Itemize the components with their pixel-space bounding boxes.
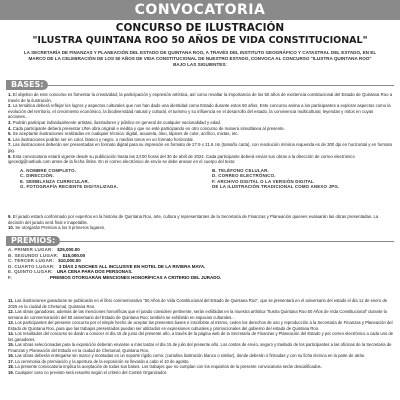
required-field: DE LA ILUSTRACIÓN TRADICIONAL COMO ANEXO JPG. <box>212 184 340 190</box>
bases-list-continued <box>8 214 394 231</box>
item-number: 12. <box>8 309 14 314</box>
item-number: 16. <box>8 353 14 358</box>
prizes-list <box>8 247 394 281</box>
prize-item <box>8 275 394 281</box>
prize-value: PREMIOS OTORGARÁN MENCIONES HONORÍFICAS A CRITERIO DEL JURADO. <box>50 274 222 280</box>
required-field: D. CORREO ELECTRÓNICO. <box>212 173 276 179</box>
item-text: Los resultados del concurso se darán a conocer el día 15 de junio del presente año, a través de la página web de la Secretaría de Finanzas y Planeación del Estado y por correo electrónico a cada uno de los ganadores. <box>8 331 394 342</box>
prize-place: F. <box>8 274 12 280</box>
prize-place: E. QUINTO LUGAR: <box>8 269 53 275</box>
prize-value: $15,000.00 <box>62 252 86 258</box>
list-item <box>8 309 394 320</box>
required-field: C. DIRECCIÓN. <box>20 173 55 179</box>
premios-rule <box>58 241 394 242</box>
item-number: 3. <box>8 119 12 125</box>
item-number: 2. <box>8 103 12 109</box>
item-number: 18. <box>8 364 14 369</box>
item-number: 5. <box>8 131 12 137</box>
convocatoria-banner <box>0 0 400 20</box>
prize-value: 3 DÍAS 2 NOCHES ALL INCLUSIVE EN HOTEL DE LA RIVIERA MAYA. <box>58 263 206 269</box>
item-text: Las obras deberán entregarse sin marco y montadas en un soporte rígido como: (cartulina ilustración blanco o similar), donde deberán ir firmadas y con su ficha técnica en la parte de atrás. <box>15 353 366 358</box>
bases-list <box>8 92 394 165</box>
item-text: La ceremonia de premiación y la apertura de la exposición se llevarán a cabo el 10 de agosto. <box>15 358 190 364</box>
required-field: G. FOTOGRAFÍA RECIENTE DIGITALIZADA. <box>20 184 119 190</box>
item-number: 9. <box>8 214 12 219</box>
list-item <box>8 331 394 342</box>
item-text: Cada participante deberá presentar UNA obra original e inédita y que no esté participando en otro concurso de manera simultánea al presente. <box>12 125 285 131</box>
list-item <box>8 214 394 225</box>
required-fields-list <box>20 168 380 190</box>
required-field: A. NOMBRE COMPLETO. <box>20 168 77 173</box>
item-number: 15. <box>8 342 14 347</box>
list-item <box>8 142 394 153</box>
item-number: 4. <box>8 125 12 131</box>
prize-value: $25,000.00 <box>57 247 80 252</box>
prize-value: $10,000.00 <box>58 258 81 264</box>
required-field: E. SEMBLANZA CURRICULAR. <box>20 178 90 184</box>
item-number: 11. <box>8 298 14 303</box>
item-number: 14. <box>8 331 14 336</box>
item-text: Las obras seleccionadas para la exposición deberán enviarse a más tardar el día 15 de julio del presente año. Los costos de envío, seguro y traslado de los participantes a las oficinas de la Secretaría de Finanzas y Planeación del Estado en la ciudad de Chetumal, Quintana Roo. <box>8 342 392 353</box>
required-field: F. ARCHIVO DIGITAL O LA VERSIÓN DIGITAL <box>212 178 314 184</box>
list-item <box>8 298 394 309</box>
item-number: 10. <box>8 225 14 231</box>
item-number: 1. <box>8 92 12 97</box>
contest-subtitle: "ILUSTRA QUINTANA ROO 50 AÑOS DE VIDA CONSTITUCIONAL" <box>32 35 368 46</box>
prize-place: B. SEGUNDO LUGAR: <box>8 252 59 258</box>
item-text: Las ilustraciones deberán ser presentadas en formato digital para su impresión en formato de 27.9 x 21.6 cm (tamaño carta), con resolución mínima requerida es de 300 dpi en horizontal y en formato jpg. <box>8 142 393 153</box>
list-item <box>8 154 394 165</box>
list-item <box>8 320 394 331</box>
prize-place: D. CUARTO LUGAR: <box>8 263 55 269</box>
premios-heading: PREMIOS: <box>6 236 60 246</box>
item-text: El objetivo de este concurso es fomentar la creatividad, la participación y expresión artística, así como resaltar la importancia de los 50 años de existencia constitucional del Estado de Quintana Roo a través de la ilustración. <box>8 92 393 103</box>
item-text: Esta convocatoria estará vigente desde su publicación hasta las 24:00 horas del 30 de abril de 2024. Cada participante deberá enviar sus obras a la dirección de correo electrónico igecedg@outlook.com antes de la fecha límite. En el correo electrónico de envío se debe anexar en el cuerpo del texto: <box>8 153 355 165</box>
item-text: Se otorgarán Premios a los 5 primeros lugares. <box>15 225 106 231</box>
item-text: Las ilustraciones podrán ser en color, blanco y negro, o medios tonos en un formato horizontal. <box>12 136 194 142</box>
item-text: Las obras ganadoras, además de las menciones honoríficas que el jurado considere pertinente, serán exhibidas en la muestra artística "Ilustra Quintana Roo 50 Años de Vida Constitucional" durante la semana de conmemoración del 50 aniversario del Estado de Quintana Roo; también se exhibirán en espacios culturales... <box>8 309 387 320</box>
list-item <box>8 92 394 103</box>
banner-title: CONVOCATORIA <box>134 2 266 18</box>
bases-heading: BASES: <box>6 80 48 90</box>
item-number: 19. <box>8 369 14 375</box>
item-text: El jurado estará conformado por expertos en la historia de Quintana Roo, arte, cultura y representantes de la Secretaría de Finanzas y Planeación quienes evaluarán las obras presentadas. La decisión del jurado será final e inapelable. <box>8 214 379 225</box>
item-text: Podrán participar individualmente artistas, ilustradores y público en general de cualquier nacionalidad y edad. <box>12 119 222 125</box>
prize-place: A. PRIMER LUGAR: <box>8 247 54 252</box>
list-item <box>8 225 394 231</box>
intro-paragraph: LA SECRETARÍA DE FINANZAS Y PLANEACIÓN DEL ESTADO DE QUINTANA ROO, A TRAVÉS DEL INSTITUTO GEOGRÁFICO Y CATASTRAL DEL ESTADO, EN EL MARCO DE LA CELEBRACIÓN DE LOS 50 AÑOS DE VIDA CONSTITUCIONAL DE NUESTRO ESTADO, CONVOCA AL CONCURSO "ILUSTRA QUINTANA ROO" BAJO LAS SIGUIENTES: <box>23 50 377 68</box>
item-number: 13. <box>8 320 14 325</box>
list-item <box>8 370 394 376</box>
item-text: La presente convocatoria implica la aceptación de todas sus bases. Los trabajos que no cumplan con los requisitos de la presente convocatoria serán descalificados. <box>15 364 322 369</box>
item-text: Los participantes del presente concurso por el simple hecho de aceptar las presentes bases e inscribirse al mismo, ceden los derechos de uso y reproducción a la Secretaría de Finanzas y Planeación del Estado de Quintana Roo, para que las trabajos presentados puedan ser utilizados en expresiones culturales y promocionales del gobierno del estado de Quintana Roo. <box>8 320 393 331</box>
item-text: La temática deberá reflejar los logros y aspectos culturales que nos han dado una identidad como Estado durante estos 50 años. Este concurso anima a los participantes a explorar aspectos como la evolución del territorio, el crecimiento económico, la biodiversidad natural y cultural, el turismo y su influencia en el desarrollo del estado, la convivencia multicultural, leyendas y mitos en cuyas acciones... <box>8 103 391 120</box>
contest-title: CONCURSO DE ILUSTRACIÓN <box>115 22 285 34</box>
list-item <box>8 342 394 353</box>
rules-list <box>8 298 394 375</box>
list-item <box>8 103 394 120</box>
item-number: 7. <box>8 142 12 148</box>
item-text: Se aceptarán ilustraciones realizadas en cualquier técnica: digital, acuarela, óleo, lápices de color, acrílico, mixtas, etc. <box>12 131 239 137</box>
item-number: 17. <box>8 358 14 364</box>
item-number: 8. <box>8 153 12 159</box>
bases-rule <box>48 85 394 86</box>
item-number: 6. <box>8 136 12 142</box>
required-field: B. TELÉFONO CELULAR. <box>212 168 269 173</box>
prize-value: UNA CENA PARA DOS PERSONAS. <box>56 269 133 275</box>
prize-place: C. TERCER LUGAR: <box>8 258 55 264</box>
item-text: Las ilustraciones ganadoras se publicarán en el libro conmemorativo "50 Años de Vida Constitucional del Estado de Quintana Roo", que se presentará en el aniversario del estado el día 12 de enero de 2025 en la ciudad de Chetumal, Quintana Roo. <box>8 298 388 309</box>
item-text: Cualquier caso no previsto será resuelto según el criterio del Comité Organizador. <box>15 369 167 375</box>
